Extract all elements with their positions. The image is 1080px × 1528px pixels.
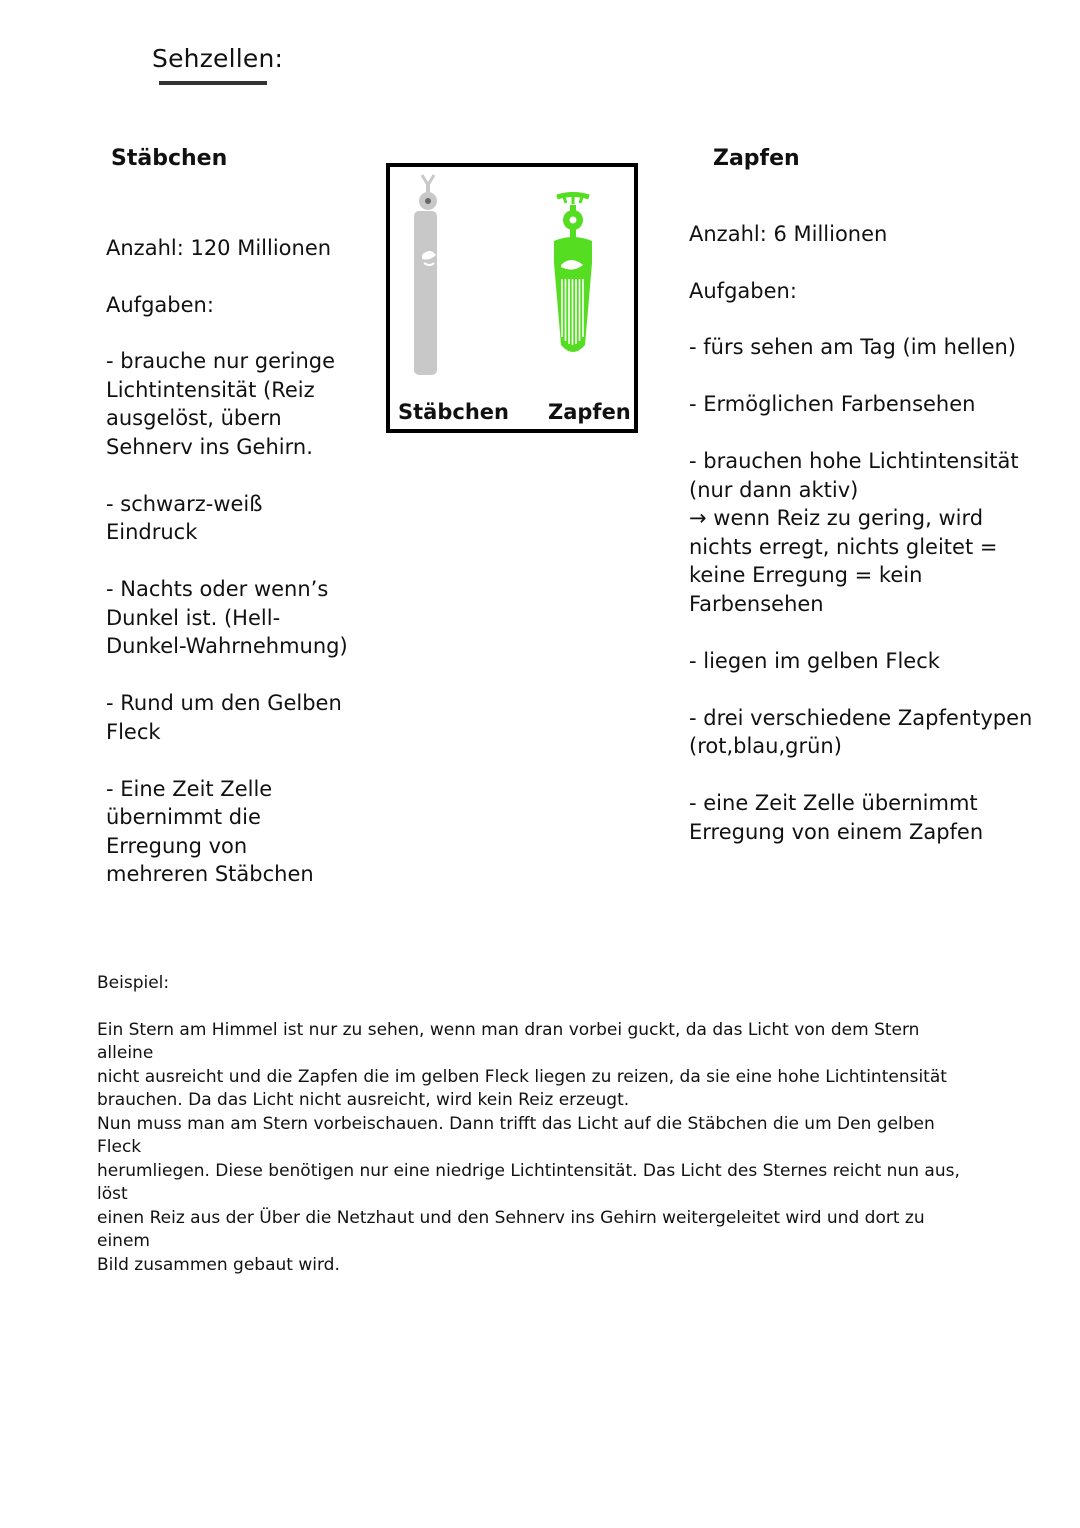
zapfen-item: - fürs sehen am Tag (im hellen): [689, 335, 1016, 359]
example-line: nicht ausreicht und die Zapfen die im gelben Fleck liegen zu reizen, da sie eine hohe Lichtintensität: [97, 1066, 947, 1087]
example-line: Bild zusammen gebaut wird.: [97, 1254, 340, 1275]
zapfen-anzahl: Anzahl: 6 Millionen: [689, 222, 888, 246]
rod-cell-icon: [414, 175, 437, 375]
zapfen-item: - Ermöglichen Farbensehen: [689, 392, 976, 416]
zapfen-item: - eine Zeit Zelle übernimmt Erregung von einem Zapfen: [689, 791, 984, 844]
rod-cone-figure: [386, 163, 638, 433]
zapfen-item: - liegen im gelben Fleck: [689, 648, 940, 673]
staebchen-column: [106, 234, 366, 889]
staebchen-item: - Rund um den Gelben Fleck: [106, 691, 342, 744]
figure-label-staebchen: Stäbchen: [398, 400, 509, 424]
staebchen-item: - Nachts oder wenn’s Dunkel ist. (Hell- Dunkel-Wahrnehmung): [106, 577, 348, 658]
figure-label-zapfen: Zapfen: [548, 400, 631, 424]
example-line: brauchen. Da das Licht nicht ausreicht, wird kein Reiz erzeugt.: [97, 1090, 630, 1110]
staebchen-heading: Stäbchen: [111, 146, 228, 171]
zapfen-column: [689, 220, 1039, 846]
example-section: [97, 972, 977, 1277]
example-line: einen Reiz aus der Über die Netzhaut und den Sehnerv ins Gehirn weitergeleitet wird und dort zu einem: [97, 1207, 925, 1251]
staebchen-item: - schwarz-weiß Eindruck: [106, 491, 263, 544]
zapfen-item: - drei verschiedene Zapfentypen (rot,blau,grün): [689, 705, 1033, 758]
page-title: Sehzellen:: [152, 44, 284, 73]
example-line: Ein Stern am Himmel ist nur zu sehen, wenn man dran vorbei guckt, da das Licht von dem Stern alleine: [97, 1019, 920, 1063]
example-line: Nun muss man am Stern vorbeischauen. Dann trifft das Licht auf die Stäbchen die um Den gelben Fleck: [97, 1113, 935, 1157]
cone-cell-icon: [554, 195, 592, 353]
zapfen-aufgaben-label: Aufgaben:: [689, 278, 797, 303]
example-label: Beispiel:: [97, 973, 170, 993]
zapfen-item: - brauchen hohe Lichtintensität (nur dann aktiv) → wenn Reiz zu gering, wird nichts erregt, nichts gleitet = keine Erregung = kein Farbensehen: [689, 449, 1019, 616]
example-line: herumliegen. Diese benötigen nur eine niedrige Lichtintensität. Das Licht des Sternes reicht nun aus, löst: [97, 1160, 960, 1204]
zapfen-heading: Zapfen: [713, 146, 800, 171]
staebchen-anzahl: Anzahl: 120 Millionen: [106, 236, 332, 260]
staebchen-item: - brauche nur geringe Lichtintensität (Reiz ausgelöst, übern Sehnerv ins Gehirn.: [106, 349, 336, 459]
staebchen-item: - Eine Zeit Zelle übernimmt die Erregung von mehreren Stäbchen: [106, 776, 314, 886]
rod-cone-illustration: [390, 167, 634, 429]
title-underline: [159, 81, 267, 85]
staebchen-aufgaben-label: Aufgaben:: [106, 292, 214, 317]
